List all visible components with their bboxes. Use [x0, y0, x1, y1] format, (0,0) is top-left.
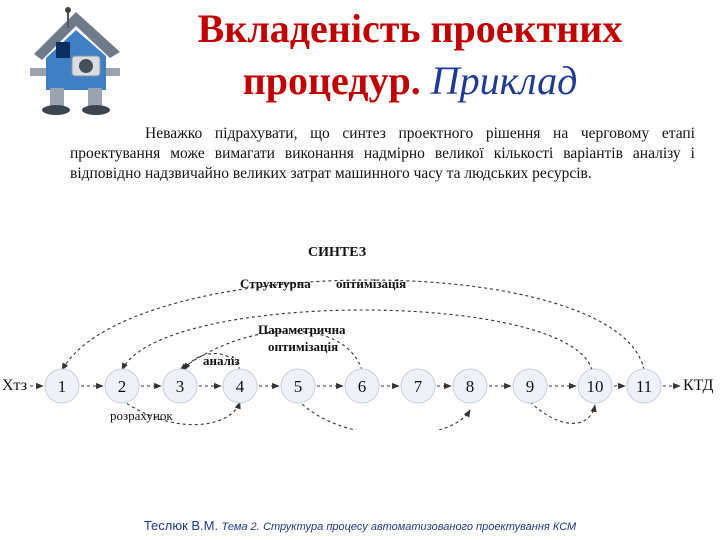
input-label: Xтз [2, 377, 28, 394]
node-label: 11 [635, 377, 653, 396]
node-label: 7 [413, 377, 423, 396]
footer-author: Теслюк В.М. [143, 518, 219, 533]
node-label: 5 [293, 377, 303, 396]
title-line-2 [130, 58, 690, 104]
structural-optimization-label: оптимізація [336, 276, 407, 291]
node-label: 2 [117, 377, 127, 396]
footer [0, 518, 720, 533]
house-robot-icon [20, 2, 130, 120]
process-node-5 [281, 369, 315, 403]
title-line-1: Вкладеність проектних [197, 6, 623, 51]
node-label: 6 [357, 377, 367, 396]
lower-arc-3 [530, 402, 595, 423]
process-node-1 [45, 369, 79, 403]
title-italic-part: Приклад [430, 58, 578, 103]
node-label: 8 [465, 377, 475, 396]
nesting-diagram [0, 230, 720, 430]
process-node-4 [223, 369, 257, 403]
output-label: КТД [683, 377, 714, 394]
process-node-11 [627, 369, 661, 403]
node-label: 4 [235, 377, 245, 396]
process-node-3 [163, 369, 197, 403]
structural-label: Структурна [240, 276, 311, 291]
node-label: 1 [57, 377, 67, 396]
footer-subject: Структура процесу автоматизованого проектування КСМ [263, 521, 577, 533]
analysis-label: аналіз [203, 353, 240, 368]
process-node-2 [105, 369, 139, 403]
title-bold-part: процедур. [242, 58, 421, 103]
lower-arc-2 [298, 400, 470, 430]
process-node-10 [578, 369, 612, 403]
process-node-6 [345, 369, 379, 403]
synthesis-arc [62, 280, 644, 370]
logo [20, 2, 130, 120]
node-label: 10 [586, 377, 604, 396]
body-paragraph: Неважко підрахувати, що синтез проектного рішення на черговому етапі проектування може вимагати виконання надмірно великої кількості варіантів аналізу і відповідно надзвичайно великих затрат машинного часу та людських ресурсів. [70, 125, 695, 182]
process-node-7 [401, 369, 435, 403]
footer-topic: Тема 2. [221, 521, 260, 533]
synthesis-label: СИНТЕЗ [308, 245, 367, 260]
parametric-label-2: оптимізація [268, 339, 339, 354]
node-label: 3 [175, 377, 185, 396]
parametric-label-1: Параметрична [258, 322, 346, 337]
process-node-8 [453, 369, 487, 403]
node-label: 9 [525, 377, 535, 396]
calculation-label: розрахунок [110, 408, 173, 423]
process-node-9 [513, 369, 547, 403]
